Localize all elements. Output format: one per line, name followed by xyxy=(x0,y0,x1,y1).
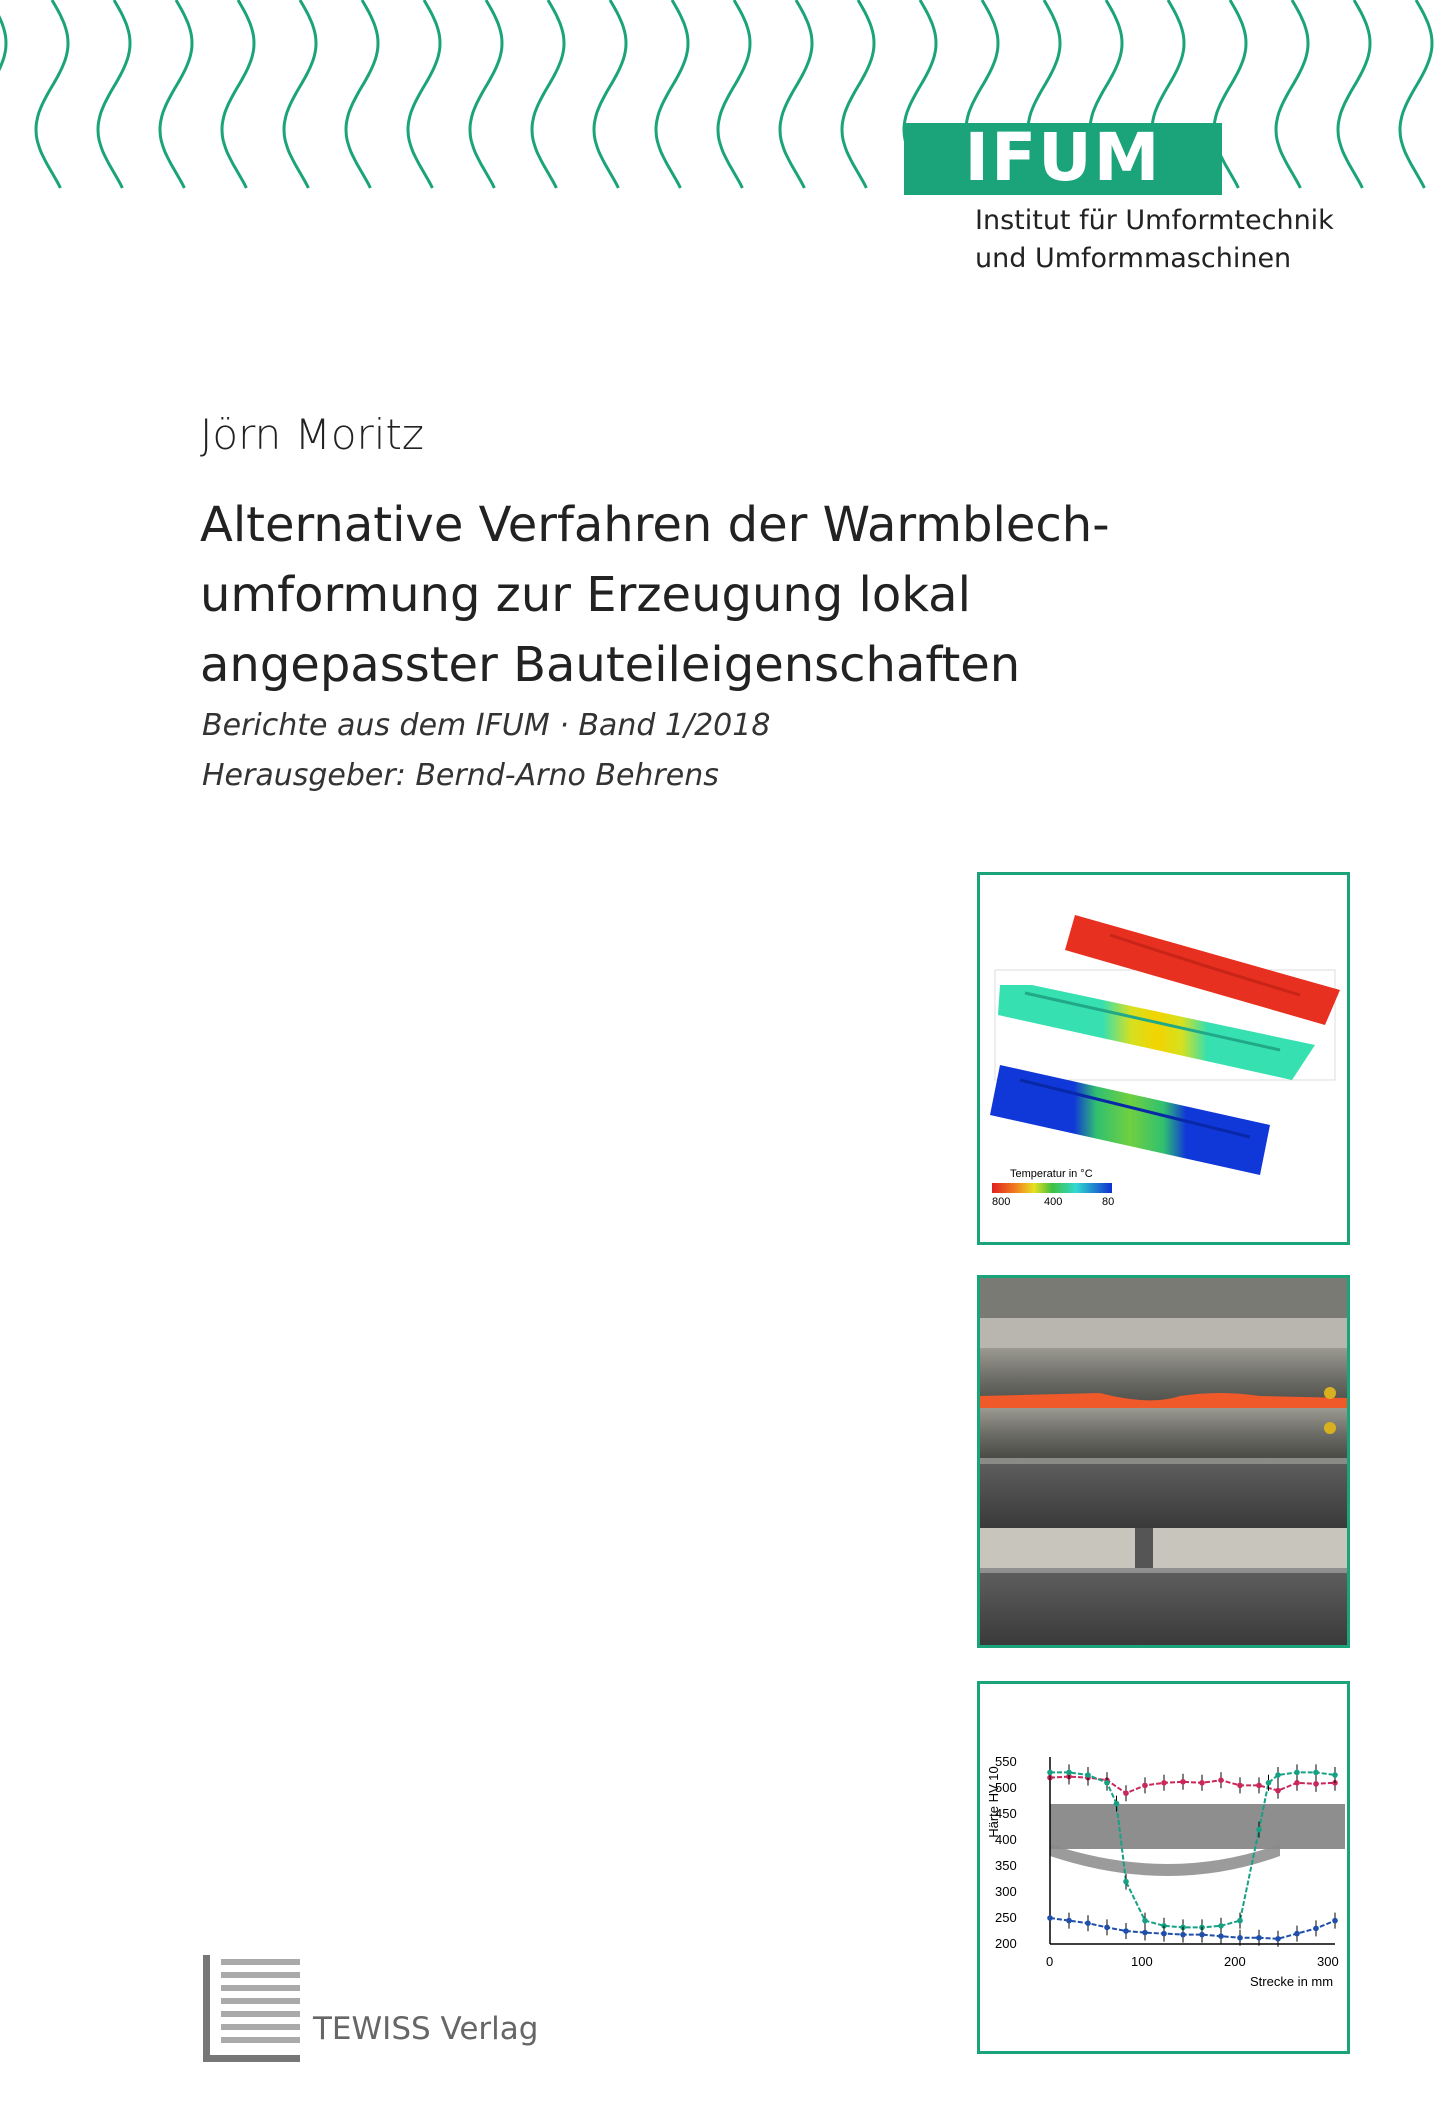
x-tick-label: 300 xyxy=(1317,1954,1339,1969)
institute-name-line2: und Umformmaschinen xyxy=(975,243,1292,274)
data-point xyxy=(1114,1801,1120,1807)
data-point xyxy=(1180,1932,1186,1938)
data-point xyxy=(1066,1918,1072,1924)
y-tick-label: 250 xyxy=(995,1910,1017,1925)
data-point xyxy=(1256,1827,1262,1833)
wave-line xyxy=(1400,0,1432,188)
wave-pattern xyxy=(0,0,1445,200)
data-point xyxy=(1275,1772,1281,1778)
data-point xyxy=(1256,1783,1262,1789)
data-point xyxy=(1313,1770,1319,1776)
data-point xyxy=(1294,1931,1300,1937)
data-point xyxy=(1142,1783,1148,1789)
data-point xyxy=(1218,1923,1224,1929)
data-point xyxy=(1123,1928,1129,1934)
title-line: Alternative Verfahren der Warmblech- xyxy=(200,497,1110,553)
simulation-image xyxy=(977,872,1350,1245)
institute-name-line1: Institut für Umformtechnik xyxy=(975,205,1334,236)
wave-line xyxy=(98,0,130,188)
ifum-logo-text: IFUM xyxy=(964,119,1162,196)
data-point xyxy=(1332,1772,1338,1778)
data-point xyxy=(1104,1780,1110,1786)
y-axis-label: Härte HV 10 xyxy=(986,1766,1001,1838)
wave-line xyxy=(1276,0,1308,188)
data-point xyxy=(1180,1779,1186,1785)
author-name: Jörn Moritz xyxy=(200,410,424,459)
x-tick-label: 100 xyxy=(1131,1954,1153,1969)
data-point xyxy=(1123,1879,1129,1885)
series-line xyxy=(1050,1772,1335,1927)
data-point xyxy=(1142,1930,1148,1936)
legend-title: Temperatur in °C xyxy=(1010,1168,1093,1180)
data-point xyxy=(1313,1781,1319,1787)
legend-tick: 800 xyxy=(992,1196,1011,1208)
wave-line xyxy=(718,0,750,188)
data-point xyxy=(1047,1915,1053,1921)
data-point xyxy=(1104,1925,1110,1931)
data-point xyxy=(1256,1935,1262,1941)
data-point xyxy=(1199,1932,1205,1938)
wave-line xyxy=(36,0,68,188)
title-line: umformung zur Erzeugung lokal xyxy=(200,567,971,623)
part-photo-upper xyxy=(1050,1804,1345,1849)
legend-tick: 400 xyxy=(1044,1196,1063,1208)
y-tick-label: 500 xyxy=(995,1780,1017,1795)
hardness-chart xyxy=(977,1681,1350,2054)
series-line xyxy=(1050,1777,1335,1794)
data-point xyxy=(1275,1936,1281,1942)
wave-line xyxy=(284,0,316,188)
y-tick-label: 550 xyxy=(995,1754,1017,1769)
data-point xyxy=(1237,1935,1243,1941)
data-point xyxy=(1266,1780,1272,1786)
data-point xyxy=(1199,1780,1205,1786)
y-tick-label: 450 xyxy=(995,1806,1017,1821)
data-point xyxy=(1142,1918,1148,1924)
wave-line xyxy=(160,0,192,188)
editor-info: Herausgeber: Bernd-Arno Behrens xyxy=(202,758,719,793)
data-point xyxy=(1218,1933,1224,1939)
press-photo xyxy=(977,1275,1350,1648)
title-line: angepasster Bauteileigenschaften xyxy=(200,637,1021,693)
data-point xyxy=(1237,1918,1243,1924)
wave-line xyxy=(532,0,564,188)
data-point xyxy=(1161,1931,1167,1937)
data-point xyxy=(1275,1788,1281,1794)
wave-line xyxy=(0,0,6,188)
data-point xyxy=(1047,1770,1053,1776)
data-point xyxy=(1313,1926,1319,1932)
data-point xyxy=(1161,1780,1167,1786)
wave-line xyxy=(594,0,626,188)
series-line xyxy=(1050,1918,1335,1939)
data-point xyxy=(1294,1780,1300,1786)
data-point xyxy=(1218,1777,1224,1783)
x-tick-label: 0 xyxy=(1046,1954,1054,1969)
publisher-name: TEWISS Verlag xyxy=(313,2011,539,2047)
data-point xyxy=(1123,1790,1129,1796)
y-tick-label: 200 xyxy=(995,1936,1017,1951)
x-axis-label: Strecke in mm xyxy=(1250,1974,1334,1989)
data-point xyxy=(1085,1772,1091,1778)
series-info: Berichte aus dem IFUM · Band 1/2018 xyxy=(202,708,771,743)
y-tick-label: 400 xyxy=(995,1832,1017,1847)
data-point xyxy=(1332,1918,1338,1924)
wave-line xyxy=(470,0,502,188)
data-point xyxy=(1237,1783,1243,1789)
data-point xyxy=(1294,1770,1300,1776)
book-title xyxy=(200,490,1110,700)
wave-line xyxy=(346,0,378,188)
y-tick-label: 350 xyxy=(995,1858,1017,1873)
data-point xyxy=(1066,1770,1072,1776)
tewiss-logo xyxy=(203,1955,513,2065)
data-point xyxy=(1085,1920,1091,1926)
legend-tick: 80 xyxy=(1102,1196,1115,1208)
wave-line xyxy=(780,0,812,188)
y-tick-label: 300 xyxy=(995,1884,1017,1899)
wave-line xyxy=(408,0,440,188)
x-tick-label: 200 xyxy=(1224,1954,1246,1969)
wave-line xyxy=(222,0,254,188)
wave-line xyxy=(656,0,688,188)
wave-line xyxy=(842,0,874,188)
wave-line xyxy=(1338,0,1370,188)
